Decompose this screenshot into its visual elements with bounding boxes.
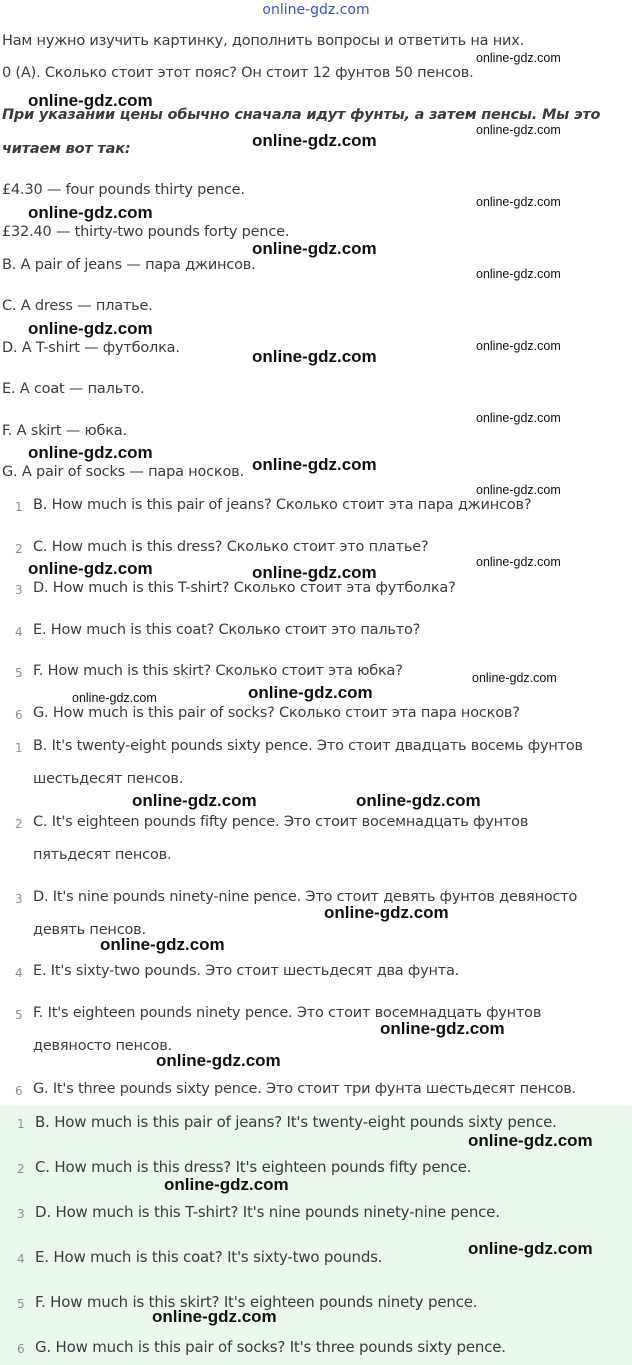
list-number: 4 — [17, 1252, 25, 1266]
watermark: online-gdz.com — [72, 691, 157, 705]
watermark: online-gdz.com — [472, 671, 557, 685]
watermark: online-gdz.com — [476, 411, 561, 425]
list-number: 6 — [15, 1084, 23, 1098]
vocab-item: E. A coat — пальто. — [2, 381, 145, 397]
list-number: 4 — [15, 625, 23, 639]
vocab-item: C. A dress — платье. — [2, 298, 153, 314]
intro-line: Нам нужно изучить картинку, дополнить вопросы и ответить на них. — [2, 33, 525, 49]
final-answer-item: E. How much is this coat? It's sixty-two pounds. — [35, 1248, 383, 1266]
list-number: 1 — [15, 500, 23, 514]
list-number: 6 — [15, 708, 23, 722]
watermark: online-gdz.com — [100, 935, 225, 954]
list-number: 2 — [17, 1162, 25, 1176]
price-example: £32.40 — thirty-two pounds forty pence. — [2, 224, 290, 240]
answer-item: F. It's eighteen pounds ninety pence. Это стоит восемнадцать фунтов — [33, 1005, 542, 1021]
question-item: B. How much is this pair of jeans? Сколько стоит эта пара джинсов? — [33, 497, 532, 513]
watermark: online-gdz.com — [476, 51, 561, 65]
list-number: 2 — [15, 542, 23, 556]
final-answer-item: F. How much is this skirt? It's eighteen pounds ninety pence. — [35, 1293, 478, 1311]
question-item: C. How much is this dress? Сколько стоит это платье? — [33, 539, 429, 555]
site-header[interactable]: online-gdz.com — [262, 2, 370, 18]
list-number: 3 — [15, 892, 23, 906]
answer-item-cont: пятьдесят пенсов. — [33, 847, 172, 863]
price-example: £4.30 — four pounds thirty pence. — [2, 182, 245, 198]
question-item: G. How much is this pair of socks? Сколько стоит эта пара носков? — [33, 705, 520, 721]
list-number: 1 — [15, 741, 23, 755]
watermark: online-gdz.com — [476, 123, 561, 137]
watermark: online-gdz.com — [468, 1239, 593, 1258]
intro-note-cont: читаем вот так: — [2, 141, 131, 157]
watermark: online-gdz.com — [324, 903, 449, 922]
final-answer-item: B. How much is this pair of jeans? It's twenty-eight pounds sixty pence. — [35, 1113, 557, 1131]
final-answer-item: C. How much is this dress? It's eighteen pounds fifty pence. — [35, 1158, 472, 1176]
answer-item-cont: девяносто пенсов. — [33, 1038, 172, 1054]
list-number: 5 — [17, 1297, 25, 1311]
watermark: online-gdz.com — [252, 455, 377, 474]
watermark: online-gdz.com — [164, 1175, 289, 1194]
intro-note: При указании цены обычно сначала идут фунты, а затем пенсы. Мы это — [2, 107, 601, 123]
intro-example: 0 (A). Сколько стоит этот пояс? Он стоит 12 фунтов 50 пенсов. — [2, 65, 474, 81]
list-number: 4 — [15, 966, 23, 980]
answer-item: D. It's nine pounds ninety-nine pence. Это стоит девять фунтов девяносто — [33, 889, 578, 905]
vocab-item: G. A pair of socks — пара носков. — [2, 464, 244, 480]
final-answer-item: G. How much is this pair of socks? It's three pounds sixty pence. — [35, 1338, 506, 1356]
list-number: 2 — [15, 817, 23, 831]
watermark: online-gdz.com — [252, 347, 377, 366]
vocab-item: F. A skirt — юбка. — [2, 423, 127, 439]
answer-item-cont: девять пенсов. — [33, 922, 146, 938]
vocab-item: D. A T-shirt — футболка. — [2, 340, 180, 356]
watermark: online-gdz.com — [468, 1131, 593, 1150]
watermark: online-gdz.com — [132, 791, 257, 810]
watermark: online-gdz.com — [476, 267, 561, 281]
watermark: online-gdz.com — [476, 483, 561, 497]
watermark: online-gdz.com — [28, 443, 153, 462]
watermark: online-gdz.com — [380, 1019, 505, 1038]
list-number: 3 — [15, 583, 23, 597]
question-item: F. How much is this skirt? Сколько стоит эта юбка? — [33, 663, 403, 679]
question-item: E. How much is this coat? Сколько стоит это пальто? — [33, 622, 421, 638]
watermark: online-gdz.com — [476, 195, 561, 209]
watermark: online-gdz.com — [356, 791, 481, 810]
list-number: 3 — [17, 1207, 25, 1221]
watermark: online-gdz.com — [156, 1051, 281, 1070]
vocab-item: B. A pair of jeans — пара джинсов. — [2, 257, 256, 273]
watermark: online-gdz.com — [28, 91, 153, 110]
watermark: online-gdz.com — [476, 555, 561, 569]
watermark: online-gdz.com — [28, 203, 153, 222]
watermark: online-gdz.com — [248, 683, 373, 702]
answer-item-cont: шестьдесят пенсов. — [33, 771, 184, 787]
answer-item: C. It's eighteen pounds fifty pence. Это стоит восемнадцать фунтов — [33, 814, 529, 830]
watermark: online-gdz.com — [152, 1307, 277, 1326]
watermark: online-gdz.com — [28, 319, 153, 338]
watermark: online-gdz.com — [476, 339, 561, 353]
list-number: 1 — [17, 1117, 25, 1131]
list-number: 6 — [17, 1342, 25, 1356]
answer-item: B. It's twenty-eight pounds sixty pence. Это стоит двадцать восемь фунтов — [33, 738, 583, 754]
watermark: online-gdz.com — [252, 131, 377, 150]
question-item: D. How much is this T-shirt? Сколько стоит эта футболка? — [33, 580, 456, 596]
answer-item: E. It's sixty-two pounds. Это стоит шестьдесят два фунта. — [33, 963, 460, 979]
list-number: 5 — [15, 1008, 23, 1022]
answer-item: G. It's three pounds sixty pence. Это стоит три фунта шестьдесят пенсов. — [33, 1081, 577, 1097]
watermark: online-gdz.com — [252, 239, 377, 258]
watermark: online-gdz.com — [28, 559, 153, 578]
final-answer-item: D. How much is this T-shirt? It's nine pounds ninety-nine pence. — [35, 1203, 500, 1221]
list-number: 5 — [15, 666, 23, 680]
watermark: online-gdz.com — [252, 563, 377, 582]
